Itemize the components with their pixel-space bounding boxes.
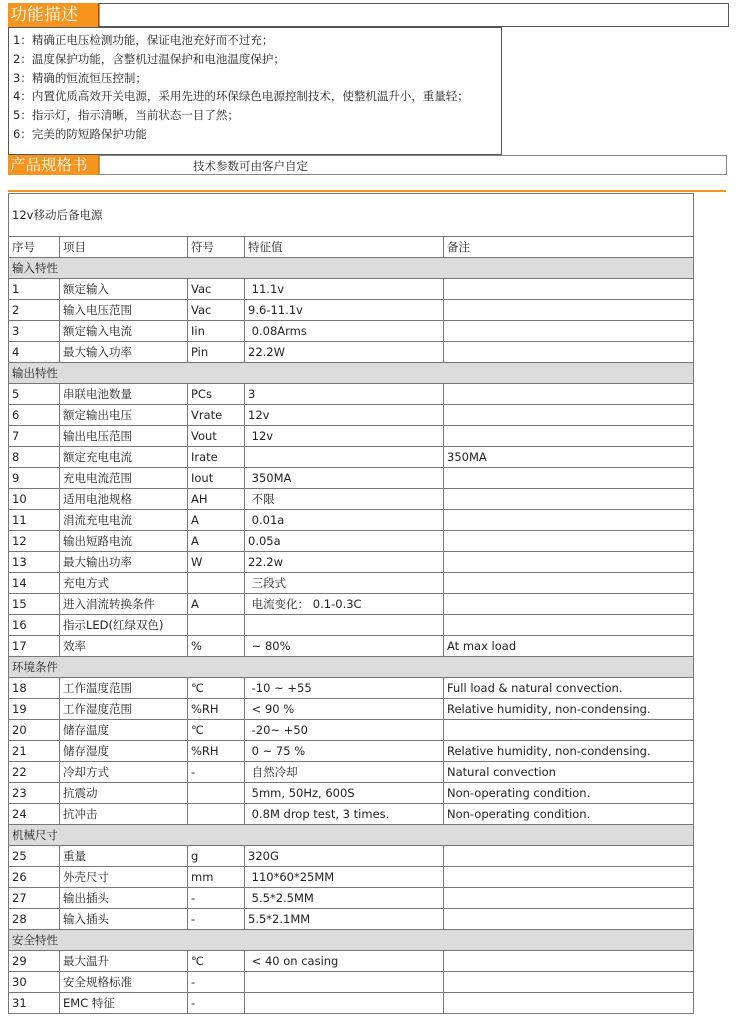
row-remark [444, 867, 694, 888]
row-number: 28 [9, 909, 60, 930]
row-remark [444, 909, 694, 930]
spec-title: 产品规格书 [8, 155, 100, 175]
column-header: 符号 [188, 237, 245, 258]
table-row [9, 279, 694, 300]
row-symbol: Iout [188, 468, 245, 489]
column-header: 项目 [60, 237, 188, 258]
row-value: ~ 80% [245, 636, 444, 657]
row-number: 11 [9, 510, 60, 531]
group-row [9, 930, 694, 951]
row-number: 30 [9, 972, 60, 993]
row-value: 11.1v [245, 279, 444, 300]
row-value: < 40 on casing [245, 951, 444, 972]
row-symbol: Irate [188, 447, 245, 468]
row-value: 0.08Arms [245, 321, 444, 342]
features-header [8, 3, 729, 27]
row-number: 4 [9, 342, 60, 363]
row-symbol: g [188, 846, 245, 867]
row-value: 5.5*2.5MM [245, 888, 444, 909]
column-header: 备注 [444, 237, 694, 258]
row-value [245, 972, 444, 993]
column-header: 序号 [9, 237, 60, 258]
row-remark [444, 972, 694, 993]
row-symbol: Vout [188, 426, 245, 447]
row-number: 10 [9, 489, 60, 510]
row-symbol: - [188, 888, 245, 909]
table-row [9, 594, 694, 615]
row-symbol: ℃ [188, 951, 245, 972]
row-value: 0.05a [245, 531, 444, 552]
row-remark: 350MA [444, 447, 694, 468]
row-value [245, 615, 444, 636]
row-value: 0 ~ 75 % [245, 741, 444, 762]
row-item: 额定充电电流 [60, 447, 188, 468]
row-symbol: %RH [188, 741, 245, 762]
group-row [9, 825, 694, 846]
row-remark [444, 468, 694, 489]
row-value: 110*60*25MM [245, 867, 444, 888]
group-label: 安全特性 [9, 930, 694, 951]
row-number: 23 [9, 783, 60, 804]
spec-table [8, 193, 694, 1014]
row-number: 27 [9, 888, 60, 909]
row-symbol: Vac [188, 300, 245, 321]
row-remark [444, 615, 694, 636]
row-item: 安全规格标准 [60, 972, 188, 993]
group-label: 环境条件 [9, 657, 694, 678]
row-value: 9.6-11.1v [245, 300, 444, 321]
row-value: 5mm, 50Hz, 600S [245, 783, 444, 804]
row-symbol: PCs [188, 384, 245, 405]
row-symbol: ℃ [188, 720, 245, 741]
row-number: 2 [9, 300, 60, 321]
row-remark [444, 573, 694, 594]
row-item: 额定输入电流 [60, 321, 188, 342]
row-symbol [188, 615, 245, 636]
row-number: 26 [9, 867, 60, 888]
row-symbol [188, 573, 245, 594]
table-row [9, 300, 694, 321]
row-symbol: - [188, 762, 245, 783]
row-remark [444, 846, 694, 867]
row-symbol: Vrate [188, 405, 245, 426]
row-symbol: ℃ [188, 678, 245, 699]
group-label: 输出特性 [9, 363, 694, 384]
row-remark [444, 342, 694, 363]
row-item: 冷却方式 [60, 762, 188, 783]
features-header-box [98, 3, 729, 27]
table-row [9, 846, 694, 867]
row-remark: Natural convection [444, 762, 694, 783]
row-item: 充电方式 [60, 573, 188, 594]
row-symbol: - [188, 909, 245, 930]
row-number: 6 [9, 405, 60, 426]
features-list [8, 27, 502, 155]
row-remark [444, 321, 694, 342]
row-value: 三段式 [245, 573, 444, 594]
row-item: 额定输出电压 [60, 405, 188, 426]
group-row [9, 258, 694, 279]
row-value: 22.2w [245, 552, 444, 573]
table-row [9, 405, 694, 426]
row-value: 3 [245, 384, 444, 405]
table-row [9, 699, 694, 720]
group-label: 输入特性 [9, 258, 694, 279]
row-number: 8 [9, 447, 60, 468]
row-symbol: - [188, 972, 245, 993]
features-title: 功能描述 [8, 3, 100, 27]
table-row [9, 468, 694, 489]
table-row [9, 888, 694, 909]
row-item: 输出短路电流 [60, 531, 188, 552]
row-symbol: A [188, 594, 245, 615]
row-remark [444, 552, 694, 573]
row-value: 0.01a [245, 510, 444, 531]
row-item: 适用电池规格 [60, 489, 188, 510]
row-number: 17 [9, 636, 60, 657]
row-remark: Non-operating condition. [444, 783, 694, 804]
feature-line: 2：温度保护功能，含整机过温保护和电池温度保护； [13, 51, 285, 66]
row-remark: Full load & natural convection. [444, 678, 694, 699]
row-item: 串联电池数量 [60, 384, 188, 405]
feature-line: 1：精确正电压检测功能，保证电池充好而不过充； [13, 33, 274, 47]
row-remark: Non-operating condition. [444, 804, 694, 825]
row-item: 最大输出功率 [60, 552, 188, 573]
row-symbol: Iin [188, 321, 245, 342]
row-symbol: A [188, 531, 245, 552]
table-row [9, 552, 694, 573]
row-item: 涓流充电电流 [60, 510, 188, 531]
row-number: 12 [9, 531, 60, 552]
row-remark [444, 951, 694, 972]
row-symbol [188, 783, 245, 804]
table-row [9, 510, 694, 531]
row-remark [444, 510, 694, 531]
row-remark [444, 888, 694, 909]
spec-header-box [98, 155, 727, 175]
row-value: -20~ +50 [245, 720, 444, 741]
table-row [9, 615, 694, 636]
feature-line: 4：内置优质高效开关电源，采用先进的环保绿色电源控制技术，使整机温升小，重量轻； [13, 89, 469, 104]
row-remark: Relative humidity, non-condensing. [444, 741, 694, 762]
feature-line: 3：精确的恒流恒压控制； [13, 70, 147, 85]
row-value: 22.2W [245, 342, 444, 363]
table-row [9, 678, 694, 699]
table-row [9, 636, 694, 657]
spec-table-body [9, 194, 694, 1014]
table-row [9, 489, 694, 510]
row-number: 24 [9, 804, 60, 825]
row-value: 5.5*2.1MM [245, 909, 444, 930]
row-value: 自然冷却 [245, 762, 444, 783]
row-remark [444, 993, 694, 1014]
row-item: 输入电压范围 [60, 300, 188, 321]
row-value: -10 ~ +55 [245, 678, 444, 699]
row-item: 储存湿度 [60, 741, 188, 762]
table-row [9, 804, 694, 825]
row-number: 19 [9, 699, 60, 720]
row-number: 20 [9, 720, 60, 741]
row-item: 重量 [60, 846, 188, 867]
column-header: 特征值 [245, 237, 444, 258]
row-number: 31 [9, 993, 60, 1014]
row-symbol [188, 804, 245, 825]
feature-line: 6：完美的防短路保护功能 [13, 126, 147, 141]
row-remark [444, 300, 694, 321]
row-remark: At max load [444, 636, 694, 657]
row-number: 5 [9, 384, 60, 405]
row-number: 1 [9, 279, 60, 300]
table-row [9, 972, 694, 993]
table-row [9, 867, 694, 888]
row-remark: Relative humidity, non-condensing. [444, 699, 694, 720]
row-remark [444, 531, 694, 552]
row-number: 7 [9, 426, 60, 447]
row-value: < 90 % [245, 699, 444, 720]
row-item: 充电电流范围 [60, 468, 188, 489]
row-item: 抗震动 [60, 783, 188, 804]
row-item: 工作湿度范围 [60, 699, 188, 720]
row-value: 电流变化： 0.1-0.3C [245, 594, 444, 615]
table-row [9, 342, 694, 363]
row-number: 29 [9, 951, 60, 972]
row-value [245, 447, 444, 468]
row-item: 工作温度范围 [60, 678, 188, 699]
row-number: 15 [9, 594, 60, 615]
table-row [9, 909, 694, 930]
table-row [9, 951, 694, 972]
row-number: 9 [9, 468, 60, 489]
row-item: 指示LED(红绿双色) [60, 615, 188, 636]
row-number: 18 [9, 678, 60, 699]
spec-header [8, 155, 727, 175]
row-value: 12v [245, 426, 444, 447]
row-symbol: Vac [188, 279, 245, 300]
row-number: 25 [9, 846, 60, 867]
table-row [9, 573, 694, 594]
row-item: 最大输入功率 [60, 342, 188, 363]
table-title: 12v移动后备电源 [9, 194, 694, 237]
table-row [9, 741, 694, 762]
row-item: EMC 特征 [60, 993, 188, 1014]
row-number: 13 [9, 552, 60, 573]
row-remark [444, 426, 694, 447]
group-row [9, 657, 694, 678]
table-row [9, 426, 694, 447]
row-item: 最大温升 [60, 951, 188, 972]
row-item: 储存温度 [60, 720, 188, 741]
row-symbol: W [188, 552, 245, 573]
row-remark [444, 720, 694, 741]
row-value: 350MA [245, 468, 444, 489]
table-title-row [9, 194, 694, 237]
row-remark [444, 594, 694, 615]
table-row [9, 720, 694, 741]
row-value: 12v [245, 405, 444, 426]
table-row [9, 447, 694, 468]
row-remark [444, 279, 694, 300]
feature-line: 5：指示灯，指示清晰，当前状态一目了然； [13, 108, 239, 123]
table-row [9, 384, 694, 405]
table-row [9, 762, 694, 783]
table-row [9, 783, 694, 804]
row-item: 输出插头 [60, 888, 188, 909]
row-number: 21 [9, 741, 60, 762]
table-row [9, 531, 694, 552]
table-row [9, 321, 694, 342]
row-symbol: A [188, 510, 245, 531]
row-value [245, 993, 444, 1014]
row-symbol: mm [188, 867, 245, 888]
row-number: 14 [9, 573, 60, 594]
row-symbol: % [188, 636, 245, 657]
row-symbol: Pin [188, 342, 245, 363]
row-value: 不限 [245, 489, 444, 510]
row-item: 进入涓流转换条件 [60, 594, 188, 615]
row-item: 抗冲击 [60, 804, 188, 825]
row-item: 输出电压范围 [60, 426, 188, 447]
group-label: 机械尺寸 [9, 825, 694, 846]
row-remark [444, 489, 694, 510]
orange-divider [8, 190, 726, 192]
row-number: 3 [9, 321, 60, 342]
row-item: 效率 [60, 636, 188, 657]
row-item: 额定输入 [60, 279, 188, 300]
spec-note: 技术参数可由客户自定 [193, 159, 308, 173]
table-header-row [9, 237, 694, 258]
row-symbol: - [188, 993, 245, 1014]
row-value: 320G [245, 846, 444, 867]
row-symbol: %RH [188, 699, 245, 720]
table-row [9, 993, 694, 1014]
row-number: 22 [9, 762, 60, 783]
row-item: 输入插头 [60, 909, 188, 930]
row-remark [444, 384, 694, 405]
row-item: 外壳尺寸 [60, 867, 188, 888]
row-value: 0.8M drop test, 3 times. [245, 804, 444, 825]
group-row [9, 363, 694, 384]
row-symbol: AH [188, 489, 245, 510]
row-number: 16 [9, 615, 60, 636]
row-remark [444, 405, 694, 426]
